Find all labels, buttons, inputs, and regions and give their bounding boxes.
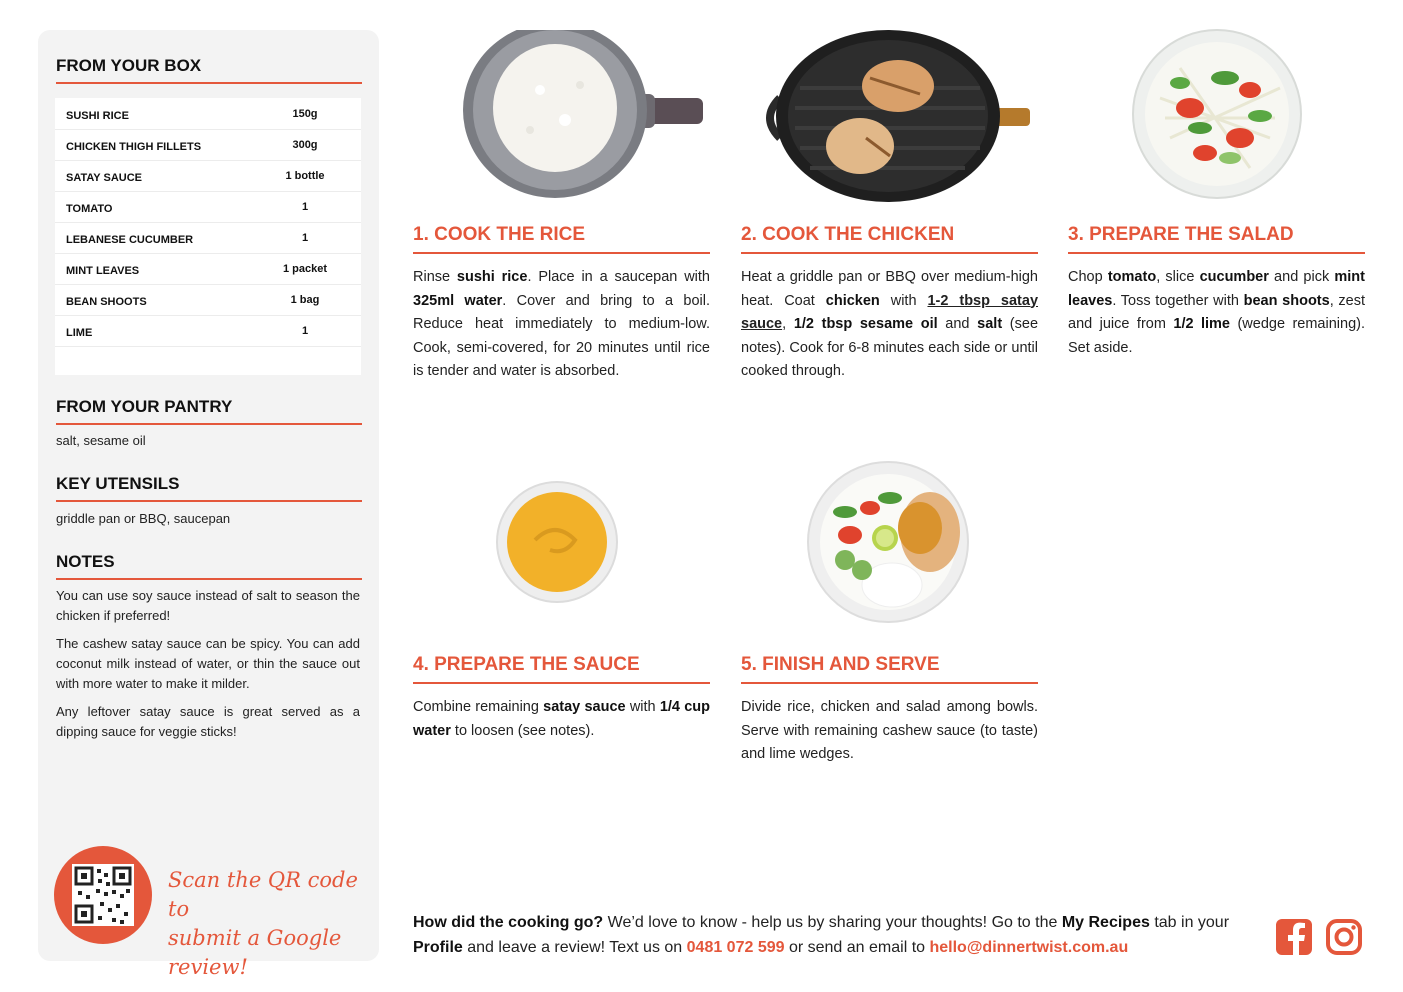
text-run: . Toss together with xyxy=(1112,292,1244,309)
table-row xyxy=(55,253,361,285)
step-3-title: 3. PREPARE THE SALAD xyxy=(1068,224,1365,254)
email-link[interactable]: hello@dinnertwist.com.au xyxy=(929,939,1129,956)
text-run: tab in your xyxy=(1149,914,1230,931)
ingredient-name: SATAY SAUCE xyxy=(66,172,143,184)
text-run: and leave a review! Text us on xyxy=(462,939,687,956)
text-run: Combine remaining xyxy=(413,699,544,715)
ingredient-qty: 1 bag xyxy=(290,294,320,306)
feedback-footer xyxy=(413,910,1263,960)
pantry-title: FROM YOUR PANTRY xyxy=(56,397,362,425)
chicken-griddle-image xyxy=(760,28,1035,203)
notes-title: NOTES xyxy=(56,552,362,580)
text-run: to loosen (see notes). xyxy=(450,722,595,739)
my-recipes-label: My Recipes xyxy=(1061,914,1150,931)
text-run: . Cover and bring to a boil. Reduce heat immediately to medium-low. Cook, semi-covered, for 20 minutes until rice is tender and water is absorbed. xyxy=(413,292,710,379)
ingredient-qty: 150g xyxy=(292,108,318,120)
text-run: Divide rice, chicken and salad among bowls. Serve with remaining cashew sauce (to taste) and lime wedges. xyxy=(741,699,1038,762)
bold-run: mint leaves xyxy=(1068,269,1365,309)
table-row xyxy=(55,284,361,316)
ingredient-qty: 1 xyxy=(301,232,309,244)
text-run: and pick xyxy=(1268,269,1335,285)
step-4-text xyxy=(413,696,710,743)
qr-caption-line-1: Scan the QR code to xyxy=(168,868,358,921)
table-row xyxy=(55,98,361,130)
utensils-title: KEY UTENSILS xyxy=(56,474,362,502)
from-box-title: FROM YOUR BOX xyxy=(56,56,362,84)
ingredient-qty: 1 xyxy=(301,201,309,213)
step-1-text xyxy=(413,266,710,384)
text-run: (see notes). Cook for 6-8 minutes each side or until cooked through. xyxy=(741,316,1039,379)
bold-run: 1/2 lime xyxy=(1173,316,1230,332)
utensils-text: griddle pan or BBQ, saucepan xyxy=(56,511,231,526)
ingredient-name: BEAN SHOOTS xyxy=(66,296,147,308)
text-run: (wedge remaining). Set aside. xyxy=(1068,316,1365,356)
ingredient-qty: 1 bottle xyxy=(285,170,325,182)
box-ingredients-table xyxy=(55,98,361,375)
qr-badge[interactable] xyxy=(54,846,152,944)
note-1: You can use soy sauce instead of salt to season the chicken if preferred! xyxy=(56,588,360,623)
ingredient-qty: 1 packet xyxy=(282,263,328,275)
profile-label: Profile xyxy=(413,939,463,956)
table-row xyxy=(55,129,361,161)
note-2: The cashew satay sauce can be spicy. You can add coconut milk instead of water, or thin the sauce out with more water to make it milder. xyxy=(56,636,360,691)
bold-run: 1/4 cup water xyxy=(413,699,711,739)
ingredient-name: LEBANESE CUCUMBER xyxy=(66,234,194,246)
text-run: , zest and juice from xyxy=(1068,292,1366,332)
qr-caption xyxy=(168,866,368,982)
pantry-text: salt, sesame oil xyxy=(56,433,146,448)
table-row xyxy=(55,222,361,254)
text-run: , xyxy=(782,316,794,332)
bold-run: chicken xyxy=(825,292,880,309)
table-row xyxy=(55,315,361,347)
phone-link[interactable]: 0481 072 599 xyxy=(686,939,785,956)
instagram-icon[interactable] xyxy=(1325,918,1363,956)
ingredient-qty: 1 xyxy=(301,325,309,337)
qr-code-icon xyxy=(72,864,134,926)
ingredient-name: LIME xyxy=(66,327,93,339)
facebook-icon[interactable] xyxy=(1275,918,1313,956)
text-run: or send an email to xyxy=(784,939,930,956)
text-run: We’d love to know - help us by sharing your thoughts! Go to the xyxy=(603,914,1062,931)
ingredient-qty: 300g xyxy=(292,139,318,151)
satay-sauce-bowl-image xyxy=(495,480,620,605)
ingredient-name: MINT LEAVES xyxy=(66,265,140,277)
underlined-run: 1-2 tbsp satay sauce xyxy=(741,292,1039,332)
bold-run: 1/2 tbsp sesame oil xyxy=(793,316,938,332)
ingredient-name: TOMATO xyxy=(66,203,113,215)
text-run: Rinse xyxy=(413,269,457,285)
bold-run: cucumber xyxy=(1199,269,1269,285)
finished-dish-image xyxy=(800,460,975,625)
table-row xyxy=(55,191,361,223)
text-run: and xyxy=(937,316,978,332)
ingredient-name: CHICKEN THIGH FILLETS xyxy=(66,141,202,153)
note-3: Any leftover satay sauce is great served as a dipping sauce for veggie sticks! xyxy=(56,704,360,739)
step-2-text xyxy=(741,266,1038,384)
bold-run: sushi rice xyxy=(456,269,528,285)
bold-run: satay sauce xyxy=(543,699,626,715)
salad-bowl-image xyxy=(1130,28,1305,200)
step-5-title: 5. FINISH AND SERVE xyxy=(741,654,1038,684)
footer-question: How did the cooking go? xyxy=(413,914,604,931)
text-run: , slice xyxy=(1156,269,1200,285)
text-run: . Place in a saucepan with xyxy=(527,269,711,285)
sidebar xyxy=(38,30,379,979)
ingredient-name: SUSHI RICE xyxy=(66,110,129,122)
bold-run: bean shoots xyxy=(1243,292,1330,309)
table-row xyxy=(55,160,361,192)
rice-saucepan-image xyxy=(455,30,705,200)
step-3-text xyxy=(1068,266,1365,360)
qr-caption-line-2: submit a Google review! xyxy=(168,926,342,979)
bold-run: tomato xyxy=(1107,269,1157,285)
step-5-text xyxy=(741,696,1038,767)
text-run: Chop xyxy=(1068,269,1108,285)
bold-run: 325ml water xyxy=(413,292,503,309)
bold-run: salt xyxy=(977,316,1003,332)
step-2-title: 2. COOK THE CHICKEN xyxy=(741,224,1038,254)
text-run: Heat a griddle pan or BBQ over medium-high heat. Coat xyxy=(741,269,1038,309)
step-1-title: 1. COOK THE RICE xyxy=(413,224,710,254)
text-run: with xyxy=(625,699,660,715)
text-run: with xyxy=(879,292,928,309)
step-4-title: 4. PREPARE THE SAUCE xyxy=(413,654,710,684)
